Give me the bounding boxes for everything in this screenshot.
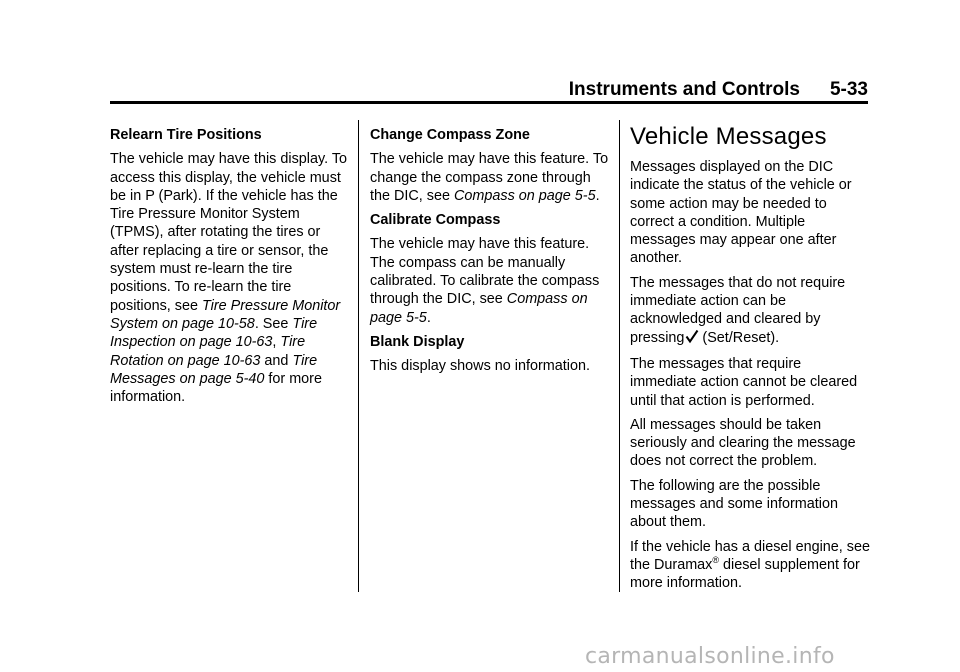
page-header [110, 80, 868, 100]
heading-change-compass-zone: Change Compass Zone [370, 127, 530, 143]
set-reset-label: (Set/Reset). [702, 329, 780, 346]
registered-mark: ® [712, 554, 720, 565]
messages-clear-text: The messages that do not require immediate action can be acknowledged and cleared by pressing [630, 274, 846, 346]
ref-compass-1: Compass on page 5-5 [453, 187, 596, 204]
change-compass-paragraph [370, 150, 610, 205]
heading-calibrate-compass: Calibrate Compass [370, 212, 501, 229]
messages-intro-paragraph: Messages displayed on the DIC indicate the status of the vehicle or some action may be needed to correct a condition. Multiple messages may appear one after another. [630, 159, 852, 267]
ref-compass-2: Compass on page 5-5 [370, 291, 588, 326]
relearn-paragraph [110, 150, 350, 406]
column-3 [630, 123, 871, 599]
calibrate-compass-text: The vehicle may have this feature. The compass can be manually calibrated. To calibrate the compass through the DIC, see [370, 236, 600, 308]
ref-tire-rotation: Tire Rotation on page 10-63 [110, 334, 306, 369]
heading-relearn-tire-positions: Relearn Tire Positions [110, 127, 262, 143]
column-1 [110, 126, 350, 412]
diesel-text: If the vehicle has a diesel engine, see the Duramax [630, 538, 871, 573]
ref-tpms: Tire Pressure Monitor System on page 10-58 [110, 297, 341, 332]
section-title: Instruments and Controls [568, 79, 800, 100]
change-compass-text: The vehicle may have this feature. To change the compass zone through the DIC, see [370, 151, 609, 204]
relearn-text-4: and [260, 352, 293, 369]
relearn-text: The vehicle may have this display. To access this display, the vehicle must be in P (Park). If the vehicle has the Tire Pressure Monitor System (TPMS), after rotating the tires or after replacing a tire or sensor, the system must re-learn the tire positions. To re-learn the tire positions, see [110, 151, 348, 314]
column-divider-2 [619, 120, 620, 592]
messages-serious-paragraph: All messages should be taken seriously and clearing the message does not correct the problem. [630, 416, 856, 470]
messages-clear-paragraph [630, 274, 870, 349]
page-number: 5-33 [829, 79, 868, 100]
watermark: carmanualsonline.info [585, 644, 835, 669]
calibrate-compass-paragraph [370, 235, 610, 326]
diesel-text-2: diesel supplement for more information. [630, 556, 860, 592]
relearn-text-3: , [272, 334, 281, 351]
calibrate-compass-end: . [426, 309, 431, 326]
change-compass-end: . [595, 187, 600, 204]
messages-immediate-paragraph: The messages that require immediate action cannot be cleared until that action is performed. [630, 355, 858, 409]
blank-display-paragraph: This display shows no information. [370, 358, 590, 375]
relearn-text-2: . See [254, 315, 293, 332]
messages-possible-paragraph: The following are the possible messages and some information about them. [630, 477, 838, 531]
column-2 [370, 126, 610, 382]
ref-tire-inspection: Tire Inspection on page 10-63 [110, 315, 318, 351]
relearn-text-5: for more information. [110, 370, 322, 406]
vehicle-messages-title: Vehicle Messages [630, 123, 827, 150]
column-divider-1 [358, 120, 359, 592]
ref-tire-messages: Tire Messages on page 5-40 [110, 352, 318, 387]
checkmark-icon [685, 329, 699, 349]
header-rule [110, 101, 868, 104]
diesel-paragraph [630, 538, 870, 593]
heading-blank-display: Blank Display [370, 333, 465, 350]
